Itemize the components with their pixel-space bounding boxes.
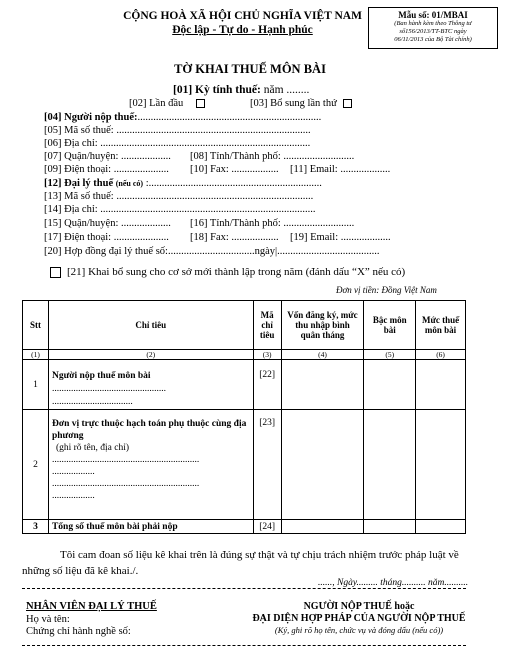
supplement-checkbox[interactable] — [343, 99, 352, 108]
row-label: Tổng số thuế môn bài phải nộp — [48, 520, 253, 534]
payer-note: (Ký, ghi rõ họ tên, chức vụ và đóng dấu (nếu có)) — [274, 625, 444, 635]
tax-table — [22, 300, 466, 534]
page-title: TỜ KHAI THUẾ MÔN BÀI — [174, 62, 326, 76]
table-row — [23, 520, 466, 534]
form-number: Mẫu số: 01/MBAI — [398, 10, 468, 20]
first-time-checkbox[interactable] — [196, 99, 205, 108]
field-18: [18] Fax: .................. — [190, 232, 279, 243]
col-index: (4) — [281, 350, 364, 360]
col-header-criteria: Chỉ tiêu — [48, 301, 253, 350]
field-20: [20] Hợp đồng đại lý thuế số:.................................ngày|....................................... — [44, 246, 380, 257]
agent-certificate: Chứng chỉ hành nghề số: — [26, 626, 131, 637]
field-07: [07] Quận/huyện: ................... — [44, 151, 171, 162]
row-tier-cell[interactable] — [364, 410, 416, 520]
form-note-2: số156/2013/TT-BTC ngày — [399, 28, 467, 35]
field-06: [06] Địa chỉ: ................................................................................ — [44, 138, 311, 149]
row-stt: 1 — [23, 360, 49, 410]
row-tier-cell[interactable] — [364, 520, 416, 534]
field-09: [09] Điện thoại: ..................... — [44, 164, 169, 175]
field-17: [17] Điện thoại: ..................... — [44, 232, 169, 243]
period-label: [01] Kỳ tính thuế: — [173, 84, 261, 96]
field-13: [13] Mã số thuế: ........................................................................... — [44, 191, 314, 202]
country-name: CỘNG HOÀ XÃ HỘI CHỦ NGHĨA VIỆT NAM — [123, 10, 362, 22]
commitment-text: Tôi cam đoan số liệu kê khai trên là đúng sự thật và tự chịu trách nhiệm trước pháp luật về những số liệu đã kê khai./. — [22, 549, 459, 577]
field-11: [11] Email: ................... — [290, 164, 391, 175]
row-note: (ghi rõ tên, địa chỉ) — [55, 443, 130, 453]
row-code: [23] — [253, 410, 281, 520]
row-tax-cell[interactable] — [416, 360, 466, 410]
form-note-1: (Ban hành kèm theo Thông tư — [394, 20, 472, 27]
field-08: [08] Tỉnh/Thành phố: ........................... — [190, 151, 355, 162]
col-index: (2) — [48, 350, 253, 360]
field-16: [16] Tỉnh/Thành phố: ........................... — [190, 218, 355, 229]
row-code: [24] — [253, 520, 281, 534]
field-12: [12] Đại lý thuế (nếu có) :.................................................................. — [44, 178, 322, 189]
col-index: (1) — [23, 350, 49, 360]
col-index: (6) — [416, 350, 466, 360]
col-header-code: Mã chỉ tiêu — [253, 301, 281, 350]
row-stt: 2 — [23, 410, 49, 520]
field-21-label: [21] Khai bổ sung cho cơ sở mới thành lập trong năm (đánh dấu “X” nếu có) — [67, 266, 406, 278]
motto: Độc lập - Tự do - Hạnh phúc — [172, 24, 313, 36]
form-note-3: 06/11/2013 của Bộ Tài chính) — [394, 36, 472, 43]
row-tax-cell[interactable] — [416, 410, 466, 520]
col-index: (3) — [253, 350, 281, 360]
first-time-label: [02] Lần đầu — [129, 98, 184, 109]
col-index: (5) — [364, 350, 416, 360]
new-facility-checkbox[interactable] — [50, 267, 61, 278]
row-tax-cell[interactable] — [416, 520, 466, 534]
row-code: [22] — [253, 360, 281, 410]
row-capital-cell[interactable] — [281, 520, 364, 534]
col-header-stt: Stt — [23, 301, 49, 350]
col-header-capital: Vốn đăng ký, mức thu nhập bình quân tháng — [281, 301, 364, 350]
row-stt: 3 — [23, 520, 49, 534]
col-header-tier: Bậc môn bài — [364, 301, 416, 350]
row-blank-line: ................................................ — [51, 384, 166, 394]
sign-date: ......, Ngày......... tháng.......... năm.......... — [318, 578, 469, 588]
agent-name: Họ và tên: — [26, 614, 70, 625]
period-value: năm ........ — [263, 84, 310, 96]
field-10: [10] Fax: .................. — [190, 164, 279, 175]
field-04: [04] Người nộp thuế:...................................................................... — [44, 112, 322, 123]
row-blank-line: .................. — [51, 467, 95, 477]
field-14: [14] Địa chỉ: .................................................................................. — [44, 204, 316, 215]
table-row — [23, 360, 466, 410]
table-row — [23, 410, 466, 520]
row-tier-cell[interactable] — [364, 360, 416, 410]
row-capital-cell[interactable] — [281, 410, 364, 520]
field-19: [19] Email: ................... — [290, 232, 391, 243]
payer-representative: ĐẠI DIỆN HỢP PHÁP CỦA NGƯỜI NỘP THUẾ — [252, 613, 466, 624]
row-capital-cell[interactable] — [281, 360, 364, 410]
field-05: [05] Mã số thuế: .......................................................................... — [44, 125, 311, 136]
signature-area — [22, 588, 466, 646]
row-blank-line: .................................. — [51, 397, 133, 407]
supplement-label: [03] Bổ sung lần thứ — [250, 98, 337, 109]
currency-note: Đơn vị tiền: Đồng Việt Nam — [336, 285, 437, 295]
field-21 — [50, 266, 405, 278]
row-label: Người nộp thuế môn bài — [51, 371, 151, 381]
row-blank-line: .............................................................. — [51, 479, 200, 489]
row-label: Đơn vị trực thuộc hạch toán phụ thuộc cùng địa phương — [51, 419, 247, 441]
col-header-tax: Mức thuế môn bài — [416, 301, 466, 350]
field-15: [15] Quận/huyện: ................... — [44, 218, 171, 229]
row-blank-line: .................. — [51, 491, 95, 501]
payer-title: NGƯỜI NỘP THUẾ hoặc — [303, 601, 415, 612]
row-blank-line: .............................................................. — [51, 455, 200, 465]
form-number-box — [368, 7, 498, 49]
agent-title: NHÂN VIÊN ĐẠI LÝ THUẾ — [26, 601, 157, 612]
